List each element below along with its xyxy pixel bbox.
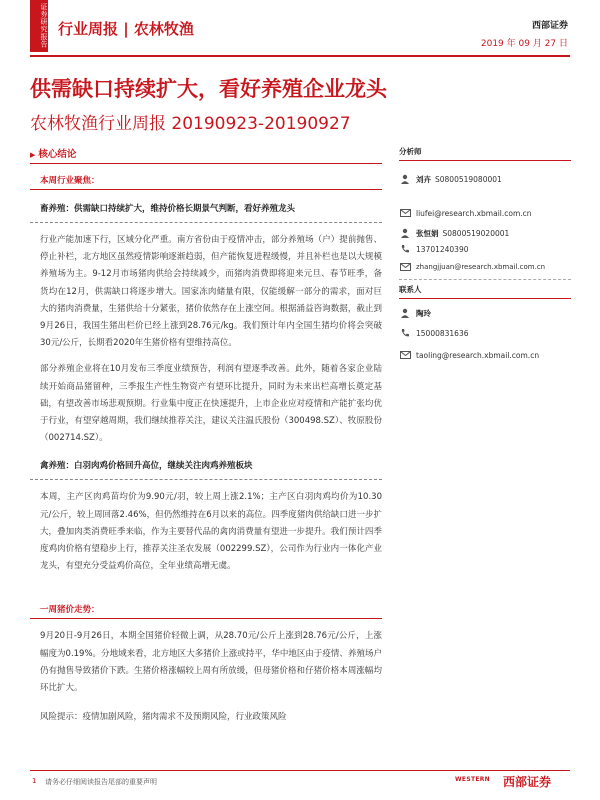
contact-row bbox=[399, 305, 571, 321]
analyst-2-phone-row bbox=[399, 241, 571, 257]
sidebar bbox=[399, 146, 571, 363]
analyst-2-name: 张恒娟 bbox=[416, 228, 439, 238]
price-paragraph: 9月20日-9月26日，本期全国猪价轻微上调，从28.70元/公斤上涨到28.76元/公斤，上涨幅度为0.19%。分地域来看，北方地区大多猪价上涨或持平，华中地区由于疫情、养殖场户仍有抛售导致猪价下跌。生猪价格涨幅较上周有所放缓，但母猪价格和仔猪价格本周涨幅均环比扩大。 bbox=[40, 631, 382, 694]
price-divider bbox=[30, 618, 382, 619]
analyst-2-email[interactable]: zhangjjuan@research.xbmail.com.cn bbox=[416, 263, 546, 271]
analyst-heading: 分析师 bbox=[399, 146, 571, 161]
analyst-1-name: 刘卉 bbox=[416, 174, 431, 184]
person-icon bbox=[399, 307, 411, 319]
pig-lead: 畜养殖：供需缺口持续扩大，维持价格长期景气判断，看好养殖龙头 bbox=[40, 204, 296, 214]
contact-email[interactable]: taoling@research.xbmail.com.cn bbox=[416, 350, 540, 360]
core-heading: ▶ 核心结论 bbox=[30, 146, 382, 164]
report-title: 供需缺口持续扩大，看好养殖企业龙头 bbox=[30, 77, 387, 101]
analyst-1-cert: S0800519080001 bbox=[435, 174, 502, 184]
contact-phone-row bbox=[399, 325, 571, 341]
phone-icon bbox=[399, 327, 411, 339]
pig-paragraph-2: 部分养殖企业将在10月发布三季度业绩预告，利润有望逐季改善。此外，随着各家企业陆续开始商品猪留种，三季报生产性生物资产有望环比提升，同时为未来出栏高增长奠定基础，有望改善市场悲观预期。行业集中度正在快速提升，上市企业应对疫情和产能扩张均优于行业，有望穿越周期，我们继续推荐关注，建议关注温氏股份（300498.SZ）、牧原股份（002714.SZ）。 bbox=[40, 364, 382, 444]
sidebar-divider bbox=[399, 279, 571, 280]
header-divider bbox=[30, 55, 570, 57]
analyst-2-phone: 13701240390 bbox=[416, 244, 469, 254]
contact-email-row bbox=[399, 347, 571, 363]
analyst-2-row bbox=[399, 225, 571, 241]
contact-phone: 15000831636 bbox=[416, 328, 469, 338]
footer-logo-en: WESTERN bbox=[455, 776, 490, 783]
triangle-icon: ▶ bbox=[30, 151, 36, 159]
pig-paragraph-1: 行业产能加速下行，区域分化严重。南方省份由于疫情冲击，部分养殖场（户）提前抛售、停止补栏，北方地区虽然疫情影响逐渐趋弱，但产能恢复进程缓慢，并且补栏也是以大规模养殖场为主。9-12月市场猪肉供给会持续减少，而猪肉消费即将迎来元旦、春节旺季，备货均在12月，供需缺口将逐步增大。国家冻肉储量有限，仅能缓解一部分的需求，面对巨大的猪肉消费量，生猪供给十分紧张，猪价依然存在上涨空间。根据涌益咨询数据，截止到9月26日，我国生猪出栏价已经上涨到28.76元/kg。我们预计年内全国生猪均价将会突破30元/公斤，长期看2020年生猪价格有望维持高位。 bbox=[40, 235, 382, 349]
mail-icon bbox=[399, 207, 411, 219]
phone-icon bbox=[399, 243, 411, 255]
footer-divider bbox=[30, 770, 570, 771]
contact-heading: 联系人 bbox=[399, 284, 571, 299]
report-type-tab bbox=[30, 0, 48, 52]
analyst-2-cert: S0800519020001 bbox=[442, 228, 510, 238]
footer-logo: 西部证券 bbox=[503, 775, 552, 789]
contact-name: 陶玲 bbox=[416, 308, 431, 318]
report-subtitle: 农林牧渔行业周报 20190923-20190927 bbox=[30, 114, 351, 134]
report-date: 2019 年 09 月 27 日 bbox=[480, 39, 568, 49]
risk-note: 风险提示：疫情加剧风险，猪肉需求不及预期风险，行业政策风险 bbox=[40, 712, 287, 723]
pig-divider bbox=[30, 222, 382, 223]
report-type-label: 证券研究报告 bbox=[40, 3, 48, 48]
main-content bbox=[30, 146, 382, 726]
poultry-lead: 禽养殖：白羽肉鸡价格回升高位，继续关注肉鸡养殖板块 bbox=[40, 461, 253, 472]
header-title: 行业周报 | 农林牧渔 bbox=[58, 20, 194, 38]
focus-heading: 本周行业聚焦： bbox=[40, 176, 100, 186]
mail-icon bbox=[399, 261, 411, 273]
analyst-1-row bbox=[399, 171, 571, 187]
footer-disclaimer: 请务必仔细阅读报告尾部的重要声明 bbox=[45, 778, 157, 786]
header-brand: 西部证券 bbox=[531, 21, 568, 31]
person-icon bbox=[399, 227, 411, 239]
page-number: 1 bbox=[32, 777, 37, 785]
focus-divider bbox=[30, 189, 382, 190]
price-heading: 一周猪价走势： bbox=[40, 605, 100, 616]
analyst-2-email-row bbox=[399, 259, 571, 275]
analyst-1-email[interactable]: liufei@research.xbmail.com.cn bbox=[416, 208, 532, 218]
poultry-paragraph: 本周，主产区肉鸡苗均价为9.90元/羽，较上周上涨2.1%；主产区白羽肉鸡均价为10.30元/公斤，较上周回落2.46%，但仍然维持在6月以来的高位。四季度猪肉供给缺口进一步扩大，叠加肉类消费旺季来临，作为主要替代品的禽肉消费量有望进一步提升。我们预计四季度鸡肉价格有望稳步上行，推荐关注圣农发展（002299.SZ），公司作为行业内一体化产业龙头，有望充分受益鸡价高位，全年业绩高增无虞。 bbox=[40, 492, 382, 572]
poultry-divider bbox=[30, 479, 382, 480]
mail-icon bbox=[399, 349, 411, 361]
person-icon bbox=[399, 173, 411, 185]
analyst-1-email-row bbox=[399, 205, 571, 221]
